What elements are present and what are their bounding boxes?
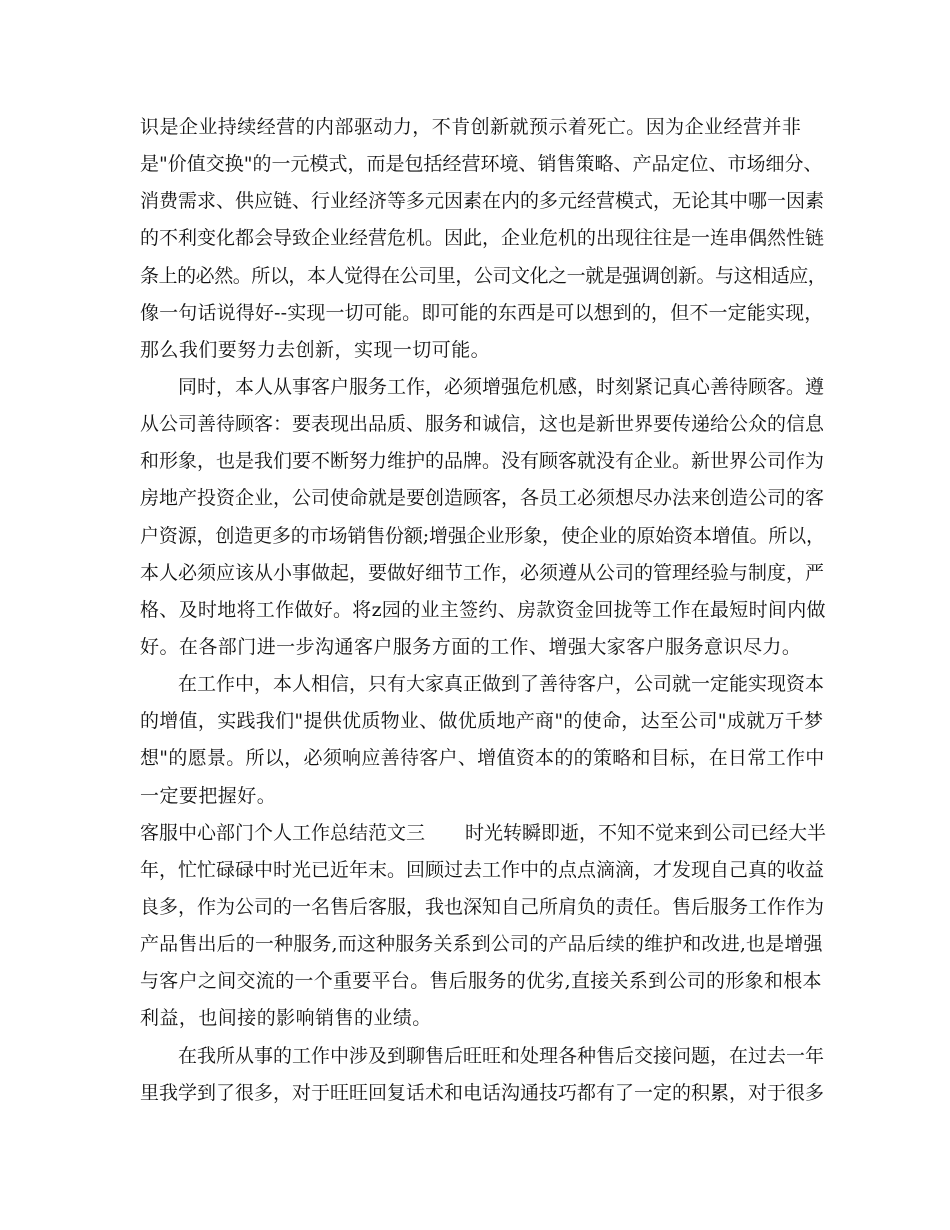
text-line: 房地产投资企业，公司使命就是要创造顾客，各员工必须想尽办法来创造公司的客 xyxy=(140,487,825,510)
paragraph-first-line: 同时，本人从事客户服务工作，必须增强危机感，时刻紧记真心善待顾客。遵 xyxy=(178,375,825,398)
section-heading-line xyxy=(140,815,827,852)
text-line: 想"的愿景。所以，必须响应善待客户、增值资本的的策略和目标，在日常工作中 xyxy=(140,747,825,770)
paragraph-first-line: 在我所从事的工作中涉及到聊售后旺旺和处理各种售后交接问题，在过去一年 xyxy=(178,1044,825,1067)
text-line: 良多，作为公司的一名售后客服，我也深知自己所肩负的责任。售后服务工作作为 xyxy=(140,895,825,918)
text-line: 的增值，实践我们"提供优质物业、做优质地产商"的使命，达至公司"成就万千梦 xyxy=(140,710,824,733)
text-line: 与客户之间交流的一个重要平台。售后服务的优劣,直接关系到公司的形象和根本 xyxy=(140,970,822,993)
section-first-line-text: 时光转瞬即逝，不知不觉来到公司已经大半 xyxy=(465,821,827,844)
text-line: 消费需求、供应链、行业经济等多元因素在内的多元经营模式，无论其中哪一因素 xyxy=(140,190,825,213)
text-line: 产品售出后的一种服务,而这种服务关系到公司的产品后续的维护和改进,也是增强 xyxy=(140,933,823,956)
text-line: 从公司善待顾客：要表现出品质、服务和诚信，这也是新世界要传递给公众的信息 xyxy=(140,413,825,436)
text-line: 像一句话说得好--实现一切可能。即可能的东西是可以想到的，但不一定能实现， xyxy=(140,301,824,324)
text-line: 是"价值交换"的一元模式，而是包括经营环境、销售策略、产品定位、市场细分、 xyxy=(140,153,823,176)
text-line: 识是企业持续经营的内部驱动力，不肯创新就预示着死亡。因为企业经营并非 xyxy=(140,116,802,138)
text-line: 的不利变化都会导致企业经营危机。因此，企业危机的出现往往是一连串偶然性链 xyxy=(140,227,825,250)
text-line: 好。在各部门进一步沟通客户服务方面的工作、增强大家客户服务意识尽力。 xyxy=(140,635,802,658)
text-line: 一定要把握好。 xyxy=(140,784,277,807)
text-line: 格、及时地将工作做好。将z园的业主签约、房款资金回拢等工作在最短时间内做 xyxy=(140,598,826,621)
text-line: 和形象，也是我们要不断努力维护的品牌。没有顾客就没有企业。新世界公司作为 xyxy=(140,450,825,473)
text-line: 本人必须应该从小事做起，要做好细节工作，必须遵从公司的管理经验与制度，严 xyxy=(140,561,825,584)
text-line: 利益，也间接的影响销售的业绩。 xyxy=(140,1007,432,1030)
text-line: 条上的必然。所以，本人觉得在公司里，公司文化之一就是强调创新。与这相适应， xyxy=(140,264,827,287)
text-line: 那么我们要努力去创新，实现一切可能。 xyxy=(140,338,491,361)
body-text xyxy=(140,109,827,1112)
text-line: 户资源，创造更多的市场销售份额;增强企业形象，使企业的原始资本增值。所以， xyxy=(140,524,825,547)
paragraph-first-line: 在工作中，本人相信，只有大家真正做到了善待客户，公司就一定能实现资本 xyxy=(178,673,825,696)
section-heading: 客服中心部门个人工作总结范文三 xyxy=(140,821,426,844)
text-line: 年，忙忙碌碌中时光已近年末。回顾过去工作中的点点滴滴，才发现自己真的收益 xyxy=(140,858,825,881)
text-line: 里我学到了很多，对于旺旺回复话术和电话沟通技巧都有了一定的积累，对于很多 xyxy=(140,1081,825,1104)
